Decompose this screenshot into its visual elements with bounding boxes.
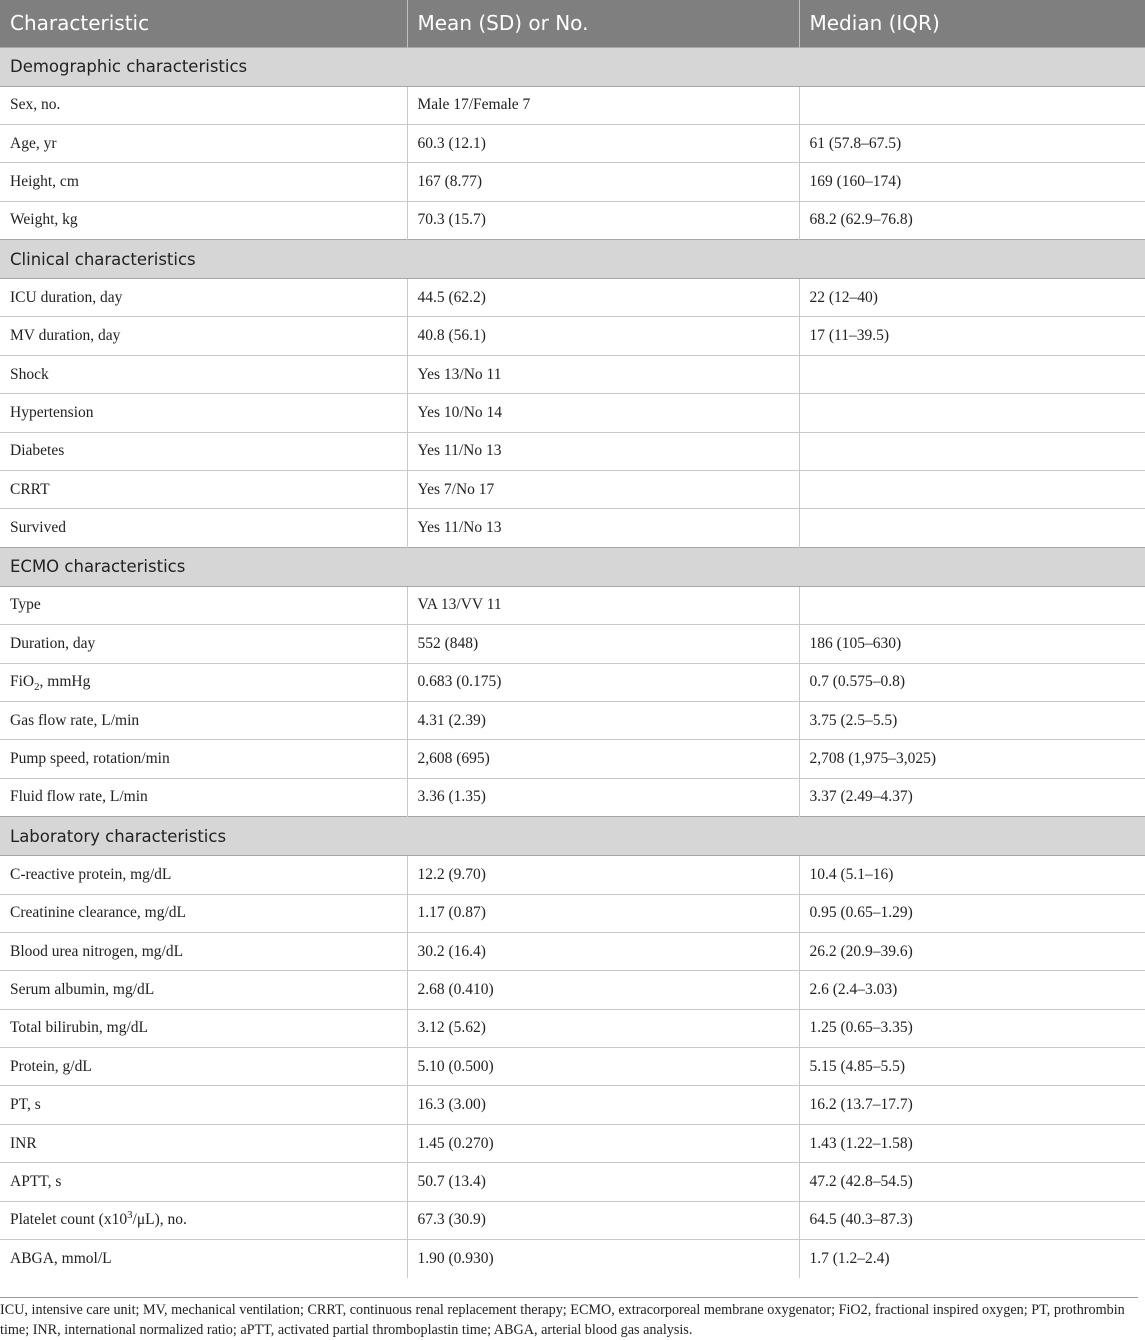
table-row [0,471,1145,509]
cell-median-iqr: 22 (12–40) [799,279,1145,317]
cell-characteristic: Diabetes [0,432,407,470]
cell-characteristic: Height, cm [0,163,407,201]
section-title: Laboratory characteristics [0,817,1145,856]
label-text: Platelet count (x10 [10,1211,128,1229]
label-text: FiO [10,673,35,691]
section-row [0,47,1145,86]
cell-mean-sd: 67.3 (30.9) [407,1201,799,1239]
section-title: Clinical characteristics [0,240,1145,279]
table-row [0,1201,1145,1239]
cell-median-iqr [799,471,1145,509]
cell-median-iqr: 2.6 (2.4–3.03) [799,971,1145,1009]
section-row [0,240,1145,279]
cell-mean-sd: 4.31 (2.39) [407,701,799,739]
table-row [0,317,1145,355]
cell-median-iqr [799,586,1145,624]
cell-mean-sd: VA 13/VV 11 [407,586,799,624]
cell-median-iqr: 16.2 (13.7–17.7) [799,1086,1145,1124]
table-header-row [0,0,1145,47]
table-row [0,856,1145,894]
table-row [0,778,1145,816]
label-subscript: 2 [34,681,40,694]
cell-characteristic: Weight, kg [0,201,407,239]
cell-characteristic: PT, s [0,1086,407,1124]
cell-median-iqr: 1.7 (1.2–2.4) [799,1240,1145,1278]
table-row [0,1124,1145,1162]
cell-median-iqr: 1.43 (1.22–1.58) [799,1124,1145,1162]
cell-median-iqr: 3.37 (2.49–4.37) [799,778,1145,816]
cell-median-iqr: 2,708 (1,975–3,025) [799,740,1145,778]
cell-mean-sd: 44.5 (62.2) [407,279,799,317]
cell-characteristic: Age, yr [0,124,407,162]
header-mean-sd: Mean (SD) or No. [407,0,799,47]
label-text-rest: , mmHg [39,673,91,691]
cell-characteristic [0,1201,407,1239]
cell-median-iqr: 0.7 (0.575–0.8) [799,663,1145,701]
label-superscript: 3 [127,1209,133,1222]
cell-mean-sd: Yes 13/No 11 [407,355,799,393]
cell-median-iqr: 47.2 (42.8–54.5) [799,1163,1145,1201]
table-row [0,740,1145,778]
cell-median-iqr: 10.4 (5.1–16) [799,856,1145,894]
table-row [0,355,1145,393]
cell-characteristic: Protein, g/dL [0,1048,407,1086]
cell-characteristic [0,663,407,701]
cell-mean-sd: 1.17 (0.87) [407,894,799,932]
table-row [0,1009,1145,1047]
table-row [0,1086,1145,1124]
cell-mean-sd: Male 17/Female 7 [407,86,799,124]
table-footnote: ICU, intensive care unit; MV, mechanical ventilation; CRRT, continuous renal replacement therapy; ECMO, extracorporeal membrane oxygenator; FiO2, fractional inspired oxygen; PT, prothrombin time; INR, international normalized ratio; aPTT, activated partial thromboplastin time; ABGA, arterial blood gas analysis. [0,1297,1138,1340]
table-row [0,86,1145,124]
cell-median-iqr: 61 (57.8–67.5) [799,124,1145,162]
cell-mean-sd: 60.3 (12.1) [407,124,799,162]
cell-mean-sd: Yes 11/No 13 [407,432,799,470]
cell-median-iqr: 0.95 (0.65–1.29) [799,894,1145,932]
cell-mean-sd: Yes 7/No 17 [407,471,799,509]
cell-characteristic: APTT, s [0,1163,407,1201]
cell-mean-sd: 30.2 (16.4) [407,932,799,970]
cell-characteristic: Sex, no. [0,86,407,124]
cell-mean-sd: 0.683 (0.175) [407,663,799,701]
table-row [0,701,1145,739]
cell-mean-sd: 3.12 (5.62) [407,1009,799,1047]
cell-median-iqr: 17 (11–39.5) [799,317,1145,355]
cell-mean-sd: 50.7 (13.4) [407,1163,799,1201]
cell-mean-sd: 3.36 (1.35) [407,778,799,816]
table-row [0,201,1145,239]
cell-median-iqr: 169 (160–174) [799,163,1145,201]
table-row [0,163,1145,201]
cell-median-iqr [799,86,1145,124]
cell-median-iqr: 68.2 (62.9–76.8) [799,201,1145,239]
cell-mean-sd: 5.10 (0.500) [407,1048,799,1086]
cell-mean-sd: 2,608 (695) [407,740,799,778]
label-text-rest: /μL), no. [132,1211,187,1229]
table-row [0,932,1145,970]
cell-mean-sd: 552 (848) [407,625,799,663]
cell-median-iqr: 5.15 (4.85–5.5) [799,1048,1145,1086]
cell-mean-sd: 16.3 (3.00) [407,1086,799,1124]
table-row [0,663,1145,701]
cell-median-iqr: 64.5 (40.3–87.3) [799,1201,1145,1239]
table-row [0,432,1145,470]
table-row [0,894,1145,932]
cell-median-iqr [799,394,1145,432]
cell-characteristic: Blood urea nitrogen, mg/dL [0,932,407,970]
section-title: ECMO characteristics [0,547,1145,586]
table-row [0,1048,1145,1086]
cell-characteristic: ABGA, mmol/L [0,1240,407,1278]
cell-characteristic: Fluid flow rate, L/min [0,778,407,816]
cell-mean-sd: 70.3 (15.7) [407,201,799,239]
table-row [0,1163,1145,1201]
cell-mean-sd: Yes 10/No 14 [407,394,799,432]
cell-median-iqr: 3.75 (2.5–5.5) [799,701,1145,739]
cell-mean-sd: 1.45 (0.270) [407,1124,799,1162]
table-row [0,509,1145,547]
table-row [0,1240,1145,1278]
cell-mean-sd: Yes 11/No 13 [407,509,799,547]
cell-median-iqr [799,432,1145,470]
section-row [0,547,1145,586]
table-row [0,625,1145,663]
cell-characteristic: Survived [0,509,407,547]
table-body [0,47,1145,1278]
cell-mean-sd: 40.8 (56.1) [407,317,799,355]
cell-characteristic: Gas flow rate, L/min [0,701,407,739]
cell-mean-sd: 2.68 (0.410) [407,971,799,1009]
cell-characteristic: INR [0,1124,407,1162]
cell-characteristic: C-reactive protein, mg/dL [0,856,407,894]
cell-characteristic: Shock [0,355,407,393]
cell-mean-sd: 167 (8.77) [407,163,799,201]
cell-characteristic: Type [0,586,407,624]
table-row [0,586,1145,624]
cell-median-iqr: 186 (105–630) [799,625,1145,663]
cell-median-iqr [799,355,1145,393]
cell-characteristic: Total bilirubin, mg/dL [0,1009,407,1047]
cell-characteristic: CRRT [0,471,407,509]
cell-characteristic: MV duration, day [0,317,407,355]
cell-characteristic: Creatinine clearance, mg/dL [0,894,407,932]
cell-mean-sd: 12.2 (9.70) [407,856,799,894]
header-characteristic: Characteristic [0,0,407,47]
cell-median-iqr: 1.25 (0.65–3.35) [799,1009,1145,1047]
section-row [0,817,1145,856]
cell-characteristic: Serum albumin, mg/dL [0,971,407,1009]
cell-median-iqr [799,509,1145,547]
cell-mean-sd: 1.90 (0.930) [407,1240,799,1278]
table-row [0,394,1145,432]
cell-characteristic: Pump speed, rotation/min [0,740,407,778]
section-title: Demographic characteristics [0,47,1145,86]
cell-median-iqr: 26.2 (20.9–39.6) [799,932,1145,970]
table-row [0,279,1145,317]
cell-characteristic: ICU duration, day [0,279,407,317]
header-median-iqr: Median (IQR) [799,0,1145,47]
cell-characteristic: Hypertension [0,394,407,432]
table-row [0,124,1145,162]
table-row [0,971,1145,1009]
cell-characteristic: Duration, day [0,625,407,663]
